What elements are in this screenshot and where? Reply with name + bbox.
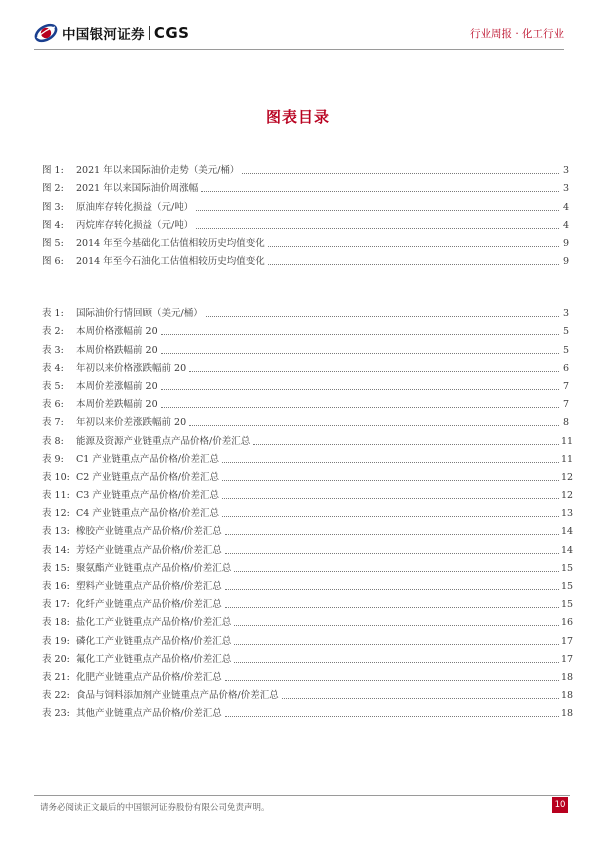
figure-entry[interactable] bbox=[42, 195, 569, 213]
logo-text-en: CGS bbox=[153, 24, 190, 42]
dot-leader bbox=[225, 607, 559, 608]
galaxy-logo-icon bbox=[34, 21, 58, 45]
page-header bbox=[0, 0, 596, 50]
entry-page: 7 bbox=[562, 399, 569, 411]
entry-label: 表 9: bbox=[42, 453, 64, 465]
entry-title: 年初以来价格涨跌幅前 20 bbox=[76, 362, 187, 374]
entry-label: 表 23: bbox=[42, 708, 70, 720]
table-entry[interactable] bbox=[42, 466, 574, 484]
figure-entry[interactable] bbox=[42, 159, 569, 177]
entry-page: 5 bbox=[562, 326, 569, 338]
entry-page: 4 bbox=[562, 201, 569, 213]
entry-label: 表 15: bbox=[42, 562, 70, 574]
entry-title: 2014 年至今石油化工估值相较历史均值变化 bbox=[76, 256, 265, 268]
entry-page: 4 bbox=[562, 219, 569, 231]
dot-leader bbox=[282, 698, 559, 699]
entry-label: 表 4: bbox=[42, 362, 64, 374]
footer-divider bbox=[34, 795, 570, 796]
table-entry[interactable] bbox=[42, 338, 569, 356]
entry-page: 15 bbox=[561, 599, 574, 611]
entry-title: 其他产业链重点产品价格/价差汇总 bbox=[76, 708, 222, 720]
dot-leader bbox=[268, 246, 559, 247]
page-title: 图表目录 bbox=[265, 108, 330, 126]
dot-leader bbox=[253, 444, 559, 445]
dot-leader bbox=[222, 516, 559, 517]
dot-leader bbox=[222, 462, 559, 463]
entry-title: 化肥产业链重点产品价格/价差汇总 bbox=[76, 671, 222, 683]
entry-label: 表 17: bbox=[42, 599, 70, 611]
entry-page: 16 bbox=[561, 617, 574, 629]
entry-page: 3 bbox=[562, 165, 569, 177]
dot-leader bbox=[196, 228, 559, 229]
entry-page: 9 bbox=[562, 256, 569, 268]
entry-label: 表 1: bbox=[42, 308, 64, 320]
figure-entry[interactable] bbox=[42, 250, 569, 268]
entry-page: 3 bbox=[562, 308, 569, 320]
entry-label: 图 6: bbox=[42, 256, 64, 268]
entry-title: 原油库存转化损益（元/吨） bbox=[76, 201, 194, 213]
entry-page: 17 bbox=[561, 653, 574, 665]
entry-title: 本周价差跌幅前 20 bbox=[76, 399, 158, 411]
dot-leader bbox=[234, 625, 559, 626]
table-entry[interactable] bbox=[42, 320, 569, 338]
table-entry[interactable] bbox=[42, 411, 569, 429]
table-entry[interactable] bbox=[42, 357, 569, 375]
table-entry[interactable] bbox=[42, 393, 569, 411]
entry-title: 2021 年以来国际油价走势（美元/桶） bbox=[76, 165, 240, 177]
entry-label: 表 2: bbox=[42, 326, 64, 338]
footer-disclaimer: 请务必阅读正文最后的中国银河证券股份有限公司免责声明。 bbox=[40, 803, 270, 813]
entry-label: 表 5: bbox=[42, 380, 64, 392]
entry-label: 图 5: bbox=[42, 237, 64, 249]
entry-page: 18 bbox=[561, 708, 574, 720]
table-entry[interactable] bbox=[42, 502, 574, 520]
entry-title: C3 产业链重点产品价格/价差汇总 bbox=[76, 490, 220, 502]
dot-leader bbox=[189, 425, 559, 426]
dot-leader bbox=[225, 534, 559, 535]
dot-leader bbox=[161, 353, 559, 354]
page-number: 10 bbox=[552, 797, 568, 813]
entry-title: 本周价格跌幅前 20 bbox=[76, 344, 158, 356]
figure-entry[interactable] bbox=[42, 214, 569, 232]
dot-leader bbox=[225, 716, 559, 717]
entry-page: 14 bbox=[561, 526, 574, 538]
dot-leader bbox=[206, 316, 559, 317]
entry-label: 表 6: bbox=[42, 399, 64, 411]
entry-label: 图 4: bbox=[42, 219, 64, 231]
entry-title: 本周价格涨幅前 20 bbox=[76, 326, 158, 338]
entry-page: 9 bbox=[562, 237, 569, 249]
table-entry[interactable] bbox=[42, 684, 574, 702]
dot-leader bbox=[222, 480, 559, 481]
entry-title: 丙烷库存转化损益（元/吨） bbox=[76, 219, 194, 231]
entry-label: 表 12: bbox=[42, 508, 70, 520]
entry-page: 8 bbox=[562, 417, 569, 429]
logo bbox=[34, 20, 189, 46]
entry-title: 芳烃产业链重点产品价格/价差汇总 bbox=[76, 544, 222, 556]
entry-page: 11 bbox=[561, 453, 574, 465]
table-entry[interactable] bbox=[42, 702, 574, 720]
entry-label: 表 13: bbox=[42, 526, 70, 538]
entry-label: 表 22: bbox=[42, 690, 70, 702]
entry-page: 15 bbox=[561, 562, 574, 574]
entry-page: 17 bbox=[561, 635, 574, 647]
header-divider bbox=[34, 49, 564, 50]
entry-title: 年初以来价差涨跌幅前 20 bbox=[76, 417, 187, 429]
table-entry[interactable] bbox=[42, 557, 574, 575]
entry-title: 能源及资源产业链重点产品价格/价差汇总 bbox=[76, 435, 251, 447]
table-list bbox=[42, 302, 574, 720]
entry-page: 18 bbox=[561, 671, 574, 683]
entry-label: 表 14: bbox=[42, 544, 70, 556]
entry-page: 15 bbox=[561, 581, 574, 592]
dot-leader bbox=[201, 191, 559, 192]
table-entry[interactable] bbox=[42, 302, 569, 320]
entry-title: 食品与饲料添加剂产业链重点产品价格/价差汇总 bbox=[76, 690, 279, 702]
table-entry[interactable] bbox=[42, 375, 569, 393]
table-entry[interactable] bbox=[42, 629, 574, 647]
dot-leader bbox=[189, 371, 559, 372]
entry-label: 表 19: bbox=[42, 635, 70, 647]
figure-entry[interactable] bbox=[42, 177, 569, 195]
entry-title: 化纤产业链重点产品价格/价差汇总 bbox=[76, 599, 222, 611]
table-entry[interactable] bbox=[42, 666, 574, 684]
table-entry[interactable] bbox=[42, 593, 574, 611]
dot-leader bbox=[161, 389, 559, 390]
entry-title: C4 产业链重点产品价格/价差汇总 bbox=[76, 508, 220, 520]
table-entry[interactable] bbox=[42, 575, 574, 593]
entry-page: 7 bbox=[562, 380, 569, 392]
entry-page: 11 bbox=[561, 435, 574, 447]
table-entry[interactable] bbox=[42, 648, 574, 666]
entry-label: 图 3: bbox=[42, 201, 64, 213]
entry-label: 表 8: bbox=[42, 435, 64, 447]
logo-text-cn: 中国银河证券 bbox=[62, 27, 145, 43]
entry-page: 6 bbox=[562, 362, 569, 374]
table-entry[interactable] bbox=[42, 520, 574, 538]
entry-title: C2 产业链重点产品价格/价差汇总 bbox=[76, 471, 220, 483]
entry-label: 图 2: bbox=[42, 183, 64, 195]
entry-title: 橡胶产业链重点产品价格/价差汇总 bbox=[76, 526, 222, 538]
dot-leader bbox=[225, 680, 559, 681]
table-entry[interactable] bbox=[42, 429, 574, 447]
dot-leader bbox=[161, 334, 559, 335]
logo-divider bbox=[149, 26, 150, 40]
entry-page: 12 bbox=[561, 471, 574, 483]
table-entry[interactable] bbox=[42, 538, 574, 556]
entry-label: 表 11: bbox=[42, 490, 70, 502]
entry-label: 表 16: bbox=[42, 581, 70, 592]
entry-title: 氟化工产业链重点产品价格/价差汇总 bbox=[76, 653, 232, 665]
entry-label: 表 10: bbox=[42, 471, 70, 483]
entry-label: 表 21: bbox=[42, 671, 70, 683]
entry-title: 2021 年以来国际油价周涨幅 bbox=[76, 183, 199, 195]
table-entry[interactable] bbox=[42, 611, 574, 629]
table-entry[interactable] bbox=[42, 448, 574, 466]
dot-leader bbox=[234, 644, 559, 645]
entry-title: 聚氨酯产业链重点产品价格/价差汇总 bbox=[76, 562, 232, 574]
entry-label: 图 1: bbox=[42, 165, 64, 177]
figure-entry[interactable] bbox=[42, 232, 569, 250]
entry-label: 表 20: bbox=[42, 653, 70, 665]
entry-page: 5 bbox=[562, 344, 569, 356]
entry-label: 表 3: bbox=[42, 344, 64, 356]
entry-title: C1 产业链重点产品价格/价差汇总 bbox=[76, 453, 220, 465]
dot-leader bbox=[225, 589, 559, 590]
entry-page: 13 bbox=[561, 508, 574, 520]
dot-leader bbox=[234, 662, 559, 663]
entry-label: 表 18: bbox=[42, 617, 70, 629]
dot-leader bbox=[242, 173, 559, 174]
figure-list bbox=[42, 159, 569, 268]
dot-leader bbox=[196, 210, 559, 211]
report-category: 行业周报 · 化工行业 bbox=[469, 28, 564, 40]
entry-label: 表 7: bbox=[42, 417, 64, 429]
entry-title: 塑料产业链重点产品价格/价差汇总 bbox=[76, 581, 222, 592]
dot-leader bbox=[234, 571, 559, 572]
entry-page: 3 bbox=[562, 183, 569, 195]
entry-page: 12 bbox=[561, 490, 574, 502]
dot-leader bbox=[222, 498, 559, 499]
entry-title: 盐化工产业链重点产品价格/价差汇总 bbox=[76, 617, 232, 629]
dot-leader bbox=[268, 264, 559, 265]
entry-title: 2014 年至今基础化工估值相较历史均值变化 bbox=[76, 237, 265, 249]
entry-page: 14 bbox=[561, 544, 574, 556]
entry-title: 磷化工产业链重点产品价格/价差汇总 bbox=[76, 635, 232, 647]
dot-leader bbox=[161, 407, 559, 408]
table-entry[interactable] bbox=[42, 484, 574, 502]
dot-leader bbox=[225, 553, 559, 554]
entry-title: 国际油价行情回顾（美元/桶） bbox=[76, 308, 203, 320]
entry-page: 18 bbox=[561, 690, 574, 702]
entry-title: 本周价差涨幅前 20 bbox=[76, 380, 158, 392]
